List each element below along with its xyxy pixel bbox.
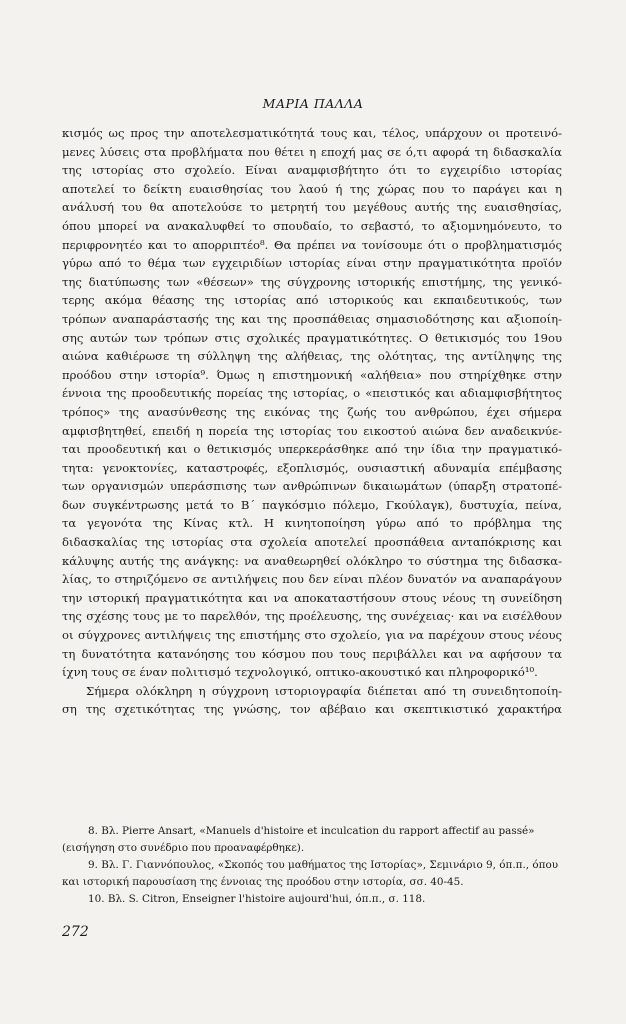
footnote-8-line2: (εισήγηση στο συνέδριο που προαναφέρθηκε). bbox=[62, 842, 305, 854]
text-line: δων συγκέντρωσης μετά το Β΄ παγκόσμιο πόλεμο, Γκούλαγκ), δυστυχία, πείνα, bbox=[62, 497, 562, 512]
footnote-9-line2: και ιστορική παρουσίαση της έννοιας της προόδου στην ιστορία, σσ. 40-45. bbox=[62, 876, 464, 888]
page-number: 272 bbox=[62, 924, 89, 940]
text-line: ται προοδευτική και ο θετικισμός υπερκεράσθηκε από την ίδια την πραγματικό- bbox=[62, 442, 562, 457]
text-line: λίας, το στηριζόμενο σε αντιλήψεις που δεν είναι πλέον δυνατόν να αναπαράγουν bbox=[62, 572, 562, 587]
text-line: Σήμερα ολόκληρη η σύγχρονη ιστοριογραφία διέπεται από τη συνειδητοποίη- bbox=[86, 683, 562, 698]
text-line: αμφισβητηθεί, επειδή η πορεία της ιστορίας του εικοστού αιώνα δεν αναδεικνύε- bbox=[62, 423, 562, 438]
text-line: της σχέσης τους με το παρελθόν, της προέλευσης, της συνέχειας· και να εισέλθουν bbox=[62, 609, 562, 624]
footnotes bbox=[62, 823, 562, 908]
text-line: κισμός ως προς την αποτελεσματικότητά τους και, τέλος, υπάρχουν οι προτεινό- bbox=[62, 126, 562, 140]
text-line: οι σύγχρονες αντιλήψεις της επιστήμης στο σχολείο, για να παρέχουν στους νέους bbox=[62, 628, 562, 643]
text-line: τρόπων αναπαράστασής της και της προσπάθειας σημασιοδότησης και αξιοποίη- bbox=[62, 311, 562, 326]
footnote-8-line1: 8. Βλ. Pierre Ansart, «Manuels d'histoire et inculcation du rapport affectif au passé» bbox=[88, 825, 535, 837]
text-line: της διατύπωσης των «θέσεων» της σύγχρονης ιστορικής επιστήμης, της γενικό- bbox=[62, 274, 562, 289]
text-line: την ιστορική πραγματικότητα και να αποκαταστήσουν στους νέους τη συνείδηση bbox=[62, 590, 562, 605]
text-line: όπου μπορεί να ανακαλυφθεί το σπουδαίο, το σεβαστό, το αξιομνημόνευτο, το bbox=[62, 218, 562, 233]
text-line: τητα: γενοκτονίες, καταστροφές, εξοπλισμός, ουσιαστική αδυναμία επέμβασης bbox=[62, 460, 562, 475]
text-line: έννοια της προοδευτικής πορείας της ιστορίας, ο «πειστικός και αδιαμφισβήτητος bbox=[62, 386, 562, 401]
running-header: ΜΑΡΙΑ ΠΑΛΛΑ bbox=[262, 96, 364, 111]
text-line: περιφρονητέο και το απορριπτέο⁸. Θα πρέπει να τονίσουμε ότι ο προβληματισμός bbox=[62, 237, 562, 252]
text-line: τα γεγονότα της Κίνας κτλ. Η κινητοποίηση γύρω από το πρόβλημα της bbox=[62, 516, 562, 531]
text-line: μενες λύσεις στα προβλήματα που θέτει η εποχή μας σε ό,τι αφορά τη διδασκαλία bbox=[62, 144, 562, 159]
text-line: διδασκαλίας της ιστορίας στα σχολεία αποτελεί προσπάθεια ανταπόκρισης και bbox=[62, 535, 562, 550]
text-line: ανάλυσή του θα αποτελούσε το μετρητή του μεγέθους αυτής της ευαισθησίας, bbox=[62, 200, 562, 215]
text-line: τρόπος» της ανασύνθεσης της εικόνας της ζωής του ανθρώπου, έχει σήμερα bbox=[62, 404, 562, 419]
text-line: ίχνη τους σε έναν πολιτισμό τεχνολογικό, οπτικο-ακουστικό και πληροφορικό¹⁰. bbox=[62, 665, 538, 680]
text-line: κάλυψης αυτής της ανάγκης: να αναθεωρηθεί ολόκληρο το σύστημα της διδασκα- bbox=[62, 553, 562, 568]
footnote-9-line1: 9. Βλ. Γ. Γιαννόπουλος, «Σκοπός του μαθήματος της Ιστορίας», Σεμινάριο 9, όπ.π., όπου bbox=[88, 859, 559, 871]
text-line: αιώνα καθιέρωσε τη σύλληψη της αλήθειας, της ολότητας, της αντίληψης της bbox=[62, 349, 562, 364]
text-line: γύρω από το θέμα των εγχειριδίων ιστορίας είναι στην πραγματικότητα προϊόν bbox=[62, 256, 562, 271]
text-line: των οργανισμών υπεράσπισης των ανθρώπινων δικαιωμάτων (ύπαρξη στρατοπέ- bbox=[62, 479, 562, 494]
text-line: προόδου στην ιστορία⁹. Όμως η επιστημονική «αλήθεια» που στηρίχθηκε στην bbox=[62, 367, 562, 382]
text-line: τερης ακόμα θέασης της ιστορίας από ιστορικούς και εκπαιδευτικούς, των bbox=[62, 293, 562, 308]
text-line: αποτελεί το δείκτη ευαισθησίας του λαού ή της χώρας που το παράγει και η bbox=[62, 181, 562, 196]
footnote-10-line1: 10. Βλ. S. Citron, Enseigner l'histoire aujourd'hui, όπ.π., σ. 118. bbox=[88, 893, 426, 905]
body-text bbox=[62, 124, 562, 719]
text-line: ση της σχετικότητας της γνώσης, τον αβέβαιο και σκεπτικιστικό χαρακτήρα bbox=[62, 702, 562, 717]
text-line: τη δυνατότητα κατανόησης του κόσμου που τους περιβάλλει και να αφήσουν τα bbox=[62, 646, 562, 661]
text-line: σης αυτών των τρόπων στις σχολικές πραγματικότητες. Ο θετικισμός του 19ου bbox=[62, 330, 562, 345]
text-line: της ιστορίας στο σχολείο. Είναι αναμφισβήτητο ότι το εγχειρίδιο ιστορίας bbox=[62, 163, 562, 178]
